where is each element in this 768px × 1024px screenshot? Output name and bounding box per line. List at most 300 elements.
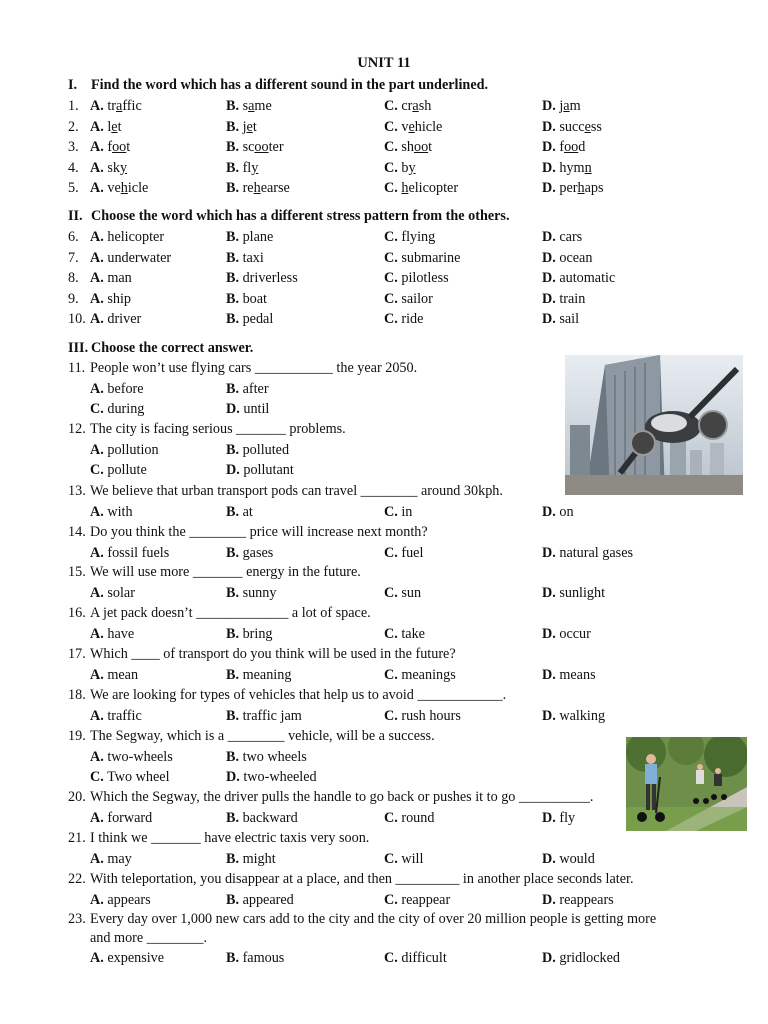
option-word-start: f (107, 139, 113, 156)
option-text: round (401, 809, 435, 826)
option-d (542, 849, 595, 869)
option-d (542, 96, 581, 116)
question-number: 3. (68, 139, 79, 156)
question-number: 14. (68, 524, 86, 540)
option-letter: D. (542, 159, 556, 176)
option-letter: B. (226, 270, 240, 287)
question-number: 4. (68, 159, 79, 176)
segway-image (626, 737, 747, 831)
option-c (384, 624, 425, 644)
option-c (384, 96, 431, 116)
option-text: ocean (559, 249, 593, 266)
question-number: 16. (68, 605, 86, 621)
option-letter: A. (90, 544, 104, 561)
option-text: mean (107, 666, 139, 683)
option-letter: D. (542, 270, 556, 287)
option-word-end: icle (127, 180, 149, 197)
option-letter: B. (226, 159, 240, 176)
option-text: sunny (242, 584, 277, 601)
option-text: driverless (242, 270, 298, 287)
question-number: 6. (68, 229, 79, 245)
question-number: 11. (68, 360, 86, 376)
option-word-end: hicle (414, 118, 443, 135)
question-number: 12. (68, 421, 86, 437)
option-text: two-wheeled (243, 768, 317, 785)
option-letter: B. (226, 311, 240, 328)
option-text: boat (242, 290, 267, 307)
option-letter: D. (542, 290, 556, 307)
option-letter: C. (384, 666, 398, 683)
question-number: 13. (68, 483, 86, 499)
section-3-heading: III. Choose the correct answer. (68, 340, 254, 356)
option-letter: B. (226, 707, 240, 724)
question-number: 8. (68, 270, 79, 287)
option-letter: B. (226, 139, 240, 156)
question-number: 9. (68, 290, 79, 307)
option-letter: A. (90, 748, 104, 765)
option-letter: A. (90, 380, 104, 397)
option-letter: C. (384, 159, 398, 176)
option-text: flying (401, 229, 436, 245)
underlined-part: h (401, 180, 409, 197)
option-a (90, 948, 164, 968)
option-text: automatic (559, 270, 616, 287)
option-d (542, 248, 592, 268)
option-word-start: tr (107, 98, 117, 114)
option-word-end: me (254, 98, 272, 114)
option-b (226, 849, 276, 869)
option-a (90, 543, 169, 563)
underlined-part: oo (254, 139, 269, 156)
option-letter: C. (384, 503, 398, 520)
option-word-end: earse (260, 180, 290, 197)
option-letter: C. (384, 544, 398, 561)
option-d (542, 808, 575, 828)
question-text: People won’t use flying cars ___________ the year 2050. (90, 360, 418, 376)
option-letter: A. (90, 249, 104, 266)
option-d (226, 399, 269, 419)
option-letter: B. (226, 118, 240, 135)
option-word-end: t (428, 139, 433, 156)
option-text: fly (559, 809, 576, 826)
option-c (384, 248, 460, 268)
option-letter: A. (90, 707, 104, 724)
option-c (384, 583, 421, 603)
option-text: taxi (242, 249, 264, 266)
option-letter: A. (90, 950, 104, 966)
option-b (226, 137, 284, 157)
option-letter: C. (384, 98, 398, 114)
question-number: 2. (68, 118, 79, 135)
option-text: solar (107, 584, 135, 601)
question-text: We are looking for types of vehicles that help us to avoid ____________. (90, 687, 507, 703)
option-letter: D. (542, 98, 556, 114)
underlined-part: oo (112, 139, 127, 156)
option-word-start: sc (242, 139, 255, 156)
option-b (226, 379, 269, 399)
option-text: bring (242, 625, 273, 642)
flying-car-image (565, 355, 743, 495)
option-letter: D. (542, 544, 556, 561)
option-d (542, 543, 633, 563)
option-text: at (242, 503, 253, 520)
question-text: The city is facing serious _______ problems. (90, 421, 346, 437)
option-letter: B. (226, 229, 240, 245)
option-text: sail (559, 311, 580, 328)
underlined-part: y (251, 159, 259, 176)
option-text: cars (559, 229, 583, 245)
option-c (384, 158, 416, 178)
option-letter: D. (542, 584, 556, 601)
option-letter: B. (226, 380, 240, 397)
underlined-part: oo (413, 139, 429, 156)
option-d (542, 624, 591, 644)
underlined-part: oo (564, 139, 579, 156)
option-a (90, 309, 141, 329)
option-letter: A. (90, 270, 104, 287)
option-letter: A. (90, 503, 104, 520)
option-word-end: t (252, 118, 257, 135)
option-b (226, 747, 307, 767)
question-text: Do you think the ________ price will increase next month? (90, 524, 428, 540)
option-d (542, 948, 620, 968)
option-letter: D. (542, 625, 556, 642)
question-number: 15. (68, 564, 86, 580)
option-c (384, 706, 461, 726)
option-text: man (107, 270, 132, 287)
option-letter: B. (226, 666, 240, 683)
option-b (226, 543, 273, 563)
option-word-start: j (242, 118, 247, 135)
question-text-continued: and more ________. (90, 930, 208, 946)
option-c (384, 178, 458, 198)
option-word-start: ve (107, 180, 121, 197)
option-letter: C. (384, 950, 398, 966)
option-c (384, 543, 423, 563)
option-text: occur (559, 625, 591, 642)
option-c (384, 289, 433, 309)
option-c (384, 227, 435, 247)
option-text: helicopter (107, 229, 165, 245)
option-a (90, 849, 132, 869)
option-text: forward (107, 809, 153, 826)
option-letter: D. (542, 707, 556, 724)
option-letter: C. (384, 139, 398, 156)
question-number: 7. (68, 249, 79, 266)
option-text: means (559, 666, 596, 683)
option-text: pollute (107, 461, 147, 478)
option-text: take (401, 625, 425, 642)
option-text: fossil fuels (107, 544, 170, 561)
option-d (542, 502, 574, 522)
option-d (542, 178, 603, 198)
option-b (226, 178, 290, 198)
option-text: plane (242, 229, 274, 245)
option-a (90, 890, 151, 910)
option-letter: A. (90, 159, 104, 176)
option-letter: A. (90, 180, 104, 197)
option-letter: A. (90, 229, 104, 245)
option-letter: B. (226, 290, 240, 307)
question-number: 10. (68, 311, 86, 328)
option-letter: B. (226, 249, 240, 266)
option-text: ship (107, 290, 131, 307)
option-d (542, 890, 614, 910)
option-letter: D. (542, 118, 556, 135)
underlined-part: h (577, 180, 585, 197)
option-a (90, 502, 133, 522)
option-b (226, 158, 258, 178)
section-2-heading: II. Choose the word which has a different stress pattern from the others. (68, 208, 510, 224)
option-letter: C. (90, 461, 104, 478)
question-number: 22. (68, 871, 86, 887)
option-d (226, 460, 294, 480)
underlined-part: h (253, 180, 261, 197)
option-text: expensive (107, 950, 165, 966)
option-text: two-wheels (107, 748, 173, 765)
option-b (226, 706, 302, 726)
option-word-start: cr (401, 98, 413, 114)
option-text: Two wheel (107, 768, 170, 785)
option-word-start: j (559, 98, 564, 114)
option-word-start: s (242, 98, 249, 114)
option-a (90, 178, 148, 198)
question-number: 19. (68, 728, 86, 744)
option-letter: C. (384, 229, 398, 245)
option-letter: B. (226, 584, 240, 601)
option-c (384, 268, 449, 288)
option-letter: B. (226, 503, 240, 520)
option-letter: B. (226, 544, 240, 561)
option-letter: C. (384, 707, 398, 724)
option-letter: C. (384, 584, 398, 601)
option-letter: C. (384, 270, 398, 287)
option-text: polluted (242, 441, 290, 458)
option-word-end: aps (584, 180, 604, 197)
option-text: train (559, 290, 586, 307)
question-number: 21. (68, 830, 86, 846)
option-text: gridlocked (559, 950, 621, 966)
option-text: driver (107, 311, 142, 328)
option-b (226, 502, 253, 522)
option-letter: B. (226, 98, 240, 114)
option-text: may (107, 850, 132, 867)
option-letter: A. (90, 441, 104, 458)
option-word-end: d (578, 139, 586, 156)
option-d (542, 665, 596, 685)
underlined-part: e (246, 118, 253, 135)
option-letter: A. (90, 290, 104, 307)
option-letter: A. (90, 98, 104, 114)
question-number: 1. (68, 98, 79, 114)
underlined-part: e (408, 118, 415, 135)
underlined-part: y (408, 159, 416, 176)
option-letter: D. (226, 461, 240, 478)
option-letter: A. (90, 850, 104, 867)
option-a (90, 379, 144, 399)
option-word-start: succ (559, 118, 585, 135)
option-b (226, 808, 298, 828)
option-letter: C. (384, 809, 398, 826)
option-text: pollution (107, 441, 159, 458)
option-letter: C. (384, 891, 398, 908)
underlined-part: a (563, 98, 570, 114)
option-text: have (107, 625, 135, 642)
option-a (90, 583, 135, 603)
option-text: appears (107, 891, 151, 908)
option-a (90, 624, 134, 644)
option-letter: C. (384, 118, 398, 135)
option-text: rush hours (401, 707, 461, 724)
option-word-end: elicopter (408, 180, 459, 197)
question-text: We will use more _______ energy in the future. (90, 564, 361, 580)
option-text: until (243, 400, 270, 417)
option-letter: D. (542, 850, 556, 867)
option-word-start: sk (107, 159, 120, 176)
option-letter: D. (542, 891, 556, 908)
option-letter: C. (384, 249, 398, 266)
option-text: meaning (242, 666, 292, 683)
option-text: pilotless (401, 270, 449, 287)
option-text: sun (401, 584, 422, 601)
option-c (90, 399, 144, 419)
page-title: UNIT 11 (357, 55, 411, 71)
option-word-end: ffic (122, 98, 142, 114)
option-text: walking (559, 707, 606, 724)
question-text: We believe that urban transport pods can travel ________ around 30kph. (90, 483, 503, 499)
question-number: 20. (68, 789, 86, 805)
option-letter: B. (226, 850, 240, 867)
option-letter: D. (542, 666, 556, 683)
option-word-end: t (126, 139, 131, 156)
option-word-start: hym (559, 159, 585, 176)
option-b (226, 665, 291, 685)
option-text: with (107, 503, 133, 520)
question-text: Which ____ of transport do you think will be used in the future? (90, 646, 456, 662)
option-text: will (401, 850, 424, 867)
option-letter: C. (384, 625, 398, 642)
option-text: famous (242, 950, 285, 966)
option-letter: A. (90, 625, 104, 642)
option-letter: D. (542, 139, 556, 156)
option-b (226, 117, 257, 137)
option-letter: B. (226, 891, 240, 908)
option-text: underwater (107, 249, 172, 266)
question-text: Which the Segway, the driver pulls the handle to go back or pushes it to go __________. (90, 789, 594, 805)
option-text: sunlight (559, 584, 606, 601)
option-text: difficult (401, 950, 447, 966)
option-text: pollutant (243, 461, 294, 478)
option-letter: B. (226, 809, 240, 826)
option-d (542, 227, 582, 247)
option-d (542, 268, 615, 288)
option-d (542, 158, 592, 178)
option-letter: B. (226, 441, 240, 458)
option-text: sailor (401, 290, 433, 307)
option-b (226, 440, 289, 460)
option-letter: C. (384, 180, 398, 197)
option-d (226, 767, 317, 787)
option-letter: D. (542, 249, 556, 266)
option-word-end: t (117, 118, 122, 135)
question-text: With teleportation, you disappear at a place, and then _________ in another place seconds later. (90, 871, 634, 887)
option-c (384, 890, 450, 910)
option-b (226, 309, 273, 329)
option-word-end: ss (590, 118, 602, 135)
option-letter: C. (384, 850, 398, 867)
option-word-start: f (559, 139, 565, 156)
option-c (90, 767, 170, 787)
question-text: Every day over 1,000 new cars add to the city and the city of over 20 million people is getting more (90, 911, 657, 927)
option-text: after (242, 380, 269, 397)
option-c (384, 849, 423, 869)
option-letter: A. (90, 118, 104, 135)
option-text: in (401, 503, 413, 520)
underlined-part: e (111, 118, 118, 135)
option-a (90, 706, 142, 726)
option-a (90, 268, 132, 288)
option-text: fuel (401, 544, 424, 561)
option-text: pedal (242, 311, 274, 328)
option-word-start: fl (242, 159, 252, 176)
option-text: natural gases (559, 544, 634, 561)
option-b (226, 268, 298, 288)
option-b (226, 227, 273, 247)
option-word-end: ter (268, 139, 284, 156)
option-letter: D. (226, 768, 240, 785)
option-text: backward (242, 809, 298, 826)
option-letter: A. (90, 891, 104, 908)
option-b (226, 948, 284, 968)
option-d (542, 117, 602, 137)
option-letter: B. (226, 625, 240, 642)
option-a (90, 227, 164, 247)
option-word-start: re (242, 180, 254, 197)
option-text: meanings (401, 666, 456, 683)
option-text: before (107, 380, 144, 397)
option-text: might (242, 850, 276, 867)
option-text: ride (401, 311, 424, 328)
option-text: reappears (559, 891, 614, 908)
option-letter: A. (90, 809, 104, 826)
question-number: 17. (68, 646, 86, 662)
option-text: two wheels (242, 748, 307, 765)
option-d (542, 289, 585, 309)
option-letter: D. (542, 229, 556, 245)
option-letter: B. (226, 748, 240, 765)
option-letter: A. (90, 666, 104, 683)
option-c (90, 460, 147, 480)
option-text: reappear (401, 891, 451, 908)
question-text: The Segway, which is a ________ vehicle, will be a success. (90, 728, 435, 744)
option-letter: D. (542, 950, 556, 966)
option-c (384, 137, 432, 157)
option-a (90, 440, 159, 460)
option-c (384, 309, 423, 329)
option-text: appeared (242, 891, 294, 908)
option-d (542, 583, 605, 603)
option-word-start: b (401, 159, 409, 176)
option-letter: D. (542, 180, 556, 197)
option-text: gases (242, 544, 274, 561)
underlined-part: e (584, 118, 591, 135)
option-a (90, 808, 152, 828)
underlined-part: n (584, 159, 592, 176)
option-letter: C. (384, 290, 398, 307)
option-a (90, 117, 122, 137)
option-d (542, 137, 585, 157)
option-b (226, 624, 273, 644)
